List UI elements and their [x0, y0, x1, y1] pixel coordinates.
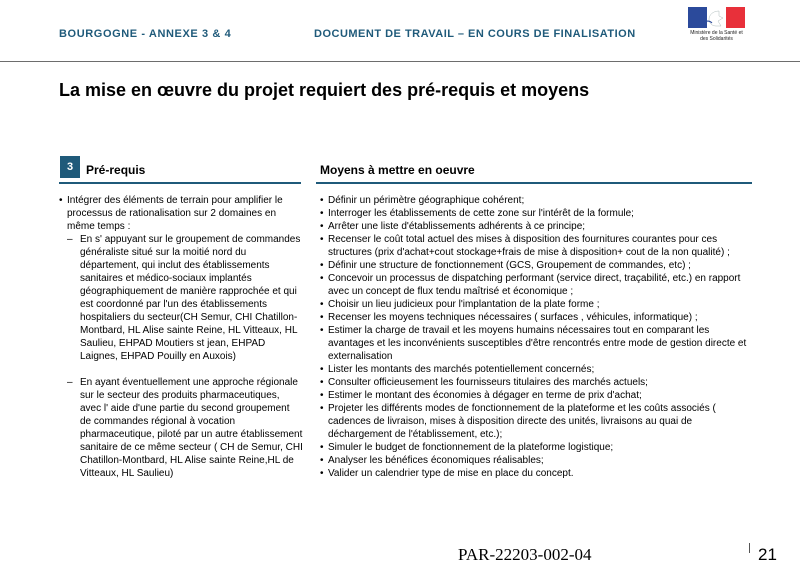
means-column: [320, 194, 752, 480]
page-number: 21: [758, 545, 777, 564]
means-item: • Estimer le montant des économies à dégager en terme de prix d'achat;: [320, 389, 752, 402]
means-item: • Concevoir un processus de dispatching performant (service direct, traçabilité, etc.) en rapport avec un concept de flux tendu maîtrisé et économique ;: [320, 272, 752, 298]
header-document-status: DOCUMENT DE TRAVAIL – EN COURS DE FINALISATION: [314, 28, 636, 40]
document-reference: PAR-22203-002-04: [458, 545, 592, 564]
means-item: • Arrêter une liste d'établissements adhérents à ce principe;: [320, 220, 752, 233]
means-item: • Simuler le budget de fonctionnement de la plateforme logistique;: [320, 441, 752, 454]
means-item: • Définir une structure de fonctionnement (GCS, Groupement de commandes, etc) ;: [320, 259, 752, 272]
means-item: • Lister les montants des marchés potentiellement concernés;: [320, 363, 752, 376]
means-item: • Recenser les moyens techniques nécessaires ( surfaces , véhicules, informatique) ;: [320, 311, 752, 324]
prerequisites-divider: [59, 182, 301, 184]
marianne-icon: [699, 9, 729, 27]
prerequisite-subitem: – En ayant éventuellement une approche régionale sur le secteur des produits pharmaceutiques, avec l' aide d'une partie du second groupement de commandes régional à vocation pharmaceutique, piloté par un autre établissement sanitaire de ce même secteur ( CH de Semur, CHI Chatillon-Montbard, HL Alise sainte Reine,HL de Vitteaux, HL Saulieu): [59, 376, 303, 480]
footer-divider: [749, 543, 750, 553]
means-divider: [316, 182, 752, 184]
means-item: • Définir un périmètre géographique cohérent;: [320, 194, 752, 207]
header-region-label: BOURGOGNE - ANNEXE 3 & 4: [59, 28, 232, 40]
means-item: • Recenser le coût total actuel des mises à disposition des fournitures courantes pour ces structures (prix d'achat+cout stockage+frais de mise à disposition+ cout de la non qualité) ;: [320, 233, 752, 259]
prerequisites-heading: Pré-requis: [86, 163, 146, 177]
prerequisite-subitem: – En s' appuyant sur le groupement de commandes généraliste situé sur la moitié nord du département, qui inclut des établissements sanitaires et médico-sociaux implantés géographiquement de manière rapprochée et qui est coordonné par l'un des établissements hospitaliers du secteur(CH Semur, CHI Chatillon-Montbard, HL Alise sainte Reine, HL Vitteaux, HL Saulieu, EHPAD Moutiers st jean, EHPAD Laignes, EHPAD Pouilly en Auxois): [59, 233, 303, 363]
header-divider: [0, 61, 800, 62]
prerequisite-bullet: • Intégrer des éléments de terrain pour amplifier le processus de rationalisation sur 2 domaines en même temps :: [59, 194, 303, 233]
ministry-logo: [688, 7, 745, 57]
means-item: • Choisir un lieu judicieux pour l'implantation de la plate forme ;: [320, 298, 752, 311]
means-item: • Interroger les établissements de cette zone sur l'intérêt de la formule;: [320, 207, 752, 220]
means-item: • Consulter officieusement les fournisseurs titulaires des marchés actuels;: [320, 376, 752, 389]
means-heading: Moyens à mettre en oeuvre: [320, 163, 475, 177]
ministry-name: Ministère de la Santé et des Solidarités: [690, 30, 743, 42]
means-item: • Estimer la charge de travail et les moyens humains nécessaires tout en comparant les avantages et les inconvénients susceptibles d'être rencontrés entre mode de gestion directe et externalisation: [320, 324, 752, 363]
means-item: • Projeter les différents modes de fonctionnement de la plateforme et les coûts associés ( cadences de livraison, mises à disposition directe des unités, livraisons au quai de déchargement de l'établissement, etc.);: [320, 402, 752, 441]
means-item: • Valider un calendrier type de mise en place du concept.: [320, 467, 752, 480]
page-title: La mise en œuvre du projet requiert des pré-requis et moyens: [59, 80, 590, 100]
means-item: • Analyser les bénéfices économiques réalisables;: [320, 454, 752, 467]
section-number-badge: 3: [60, 156, 80, 178]
prerequisites-column: [59, 194, 303, 480]
